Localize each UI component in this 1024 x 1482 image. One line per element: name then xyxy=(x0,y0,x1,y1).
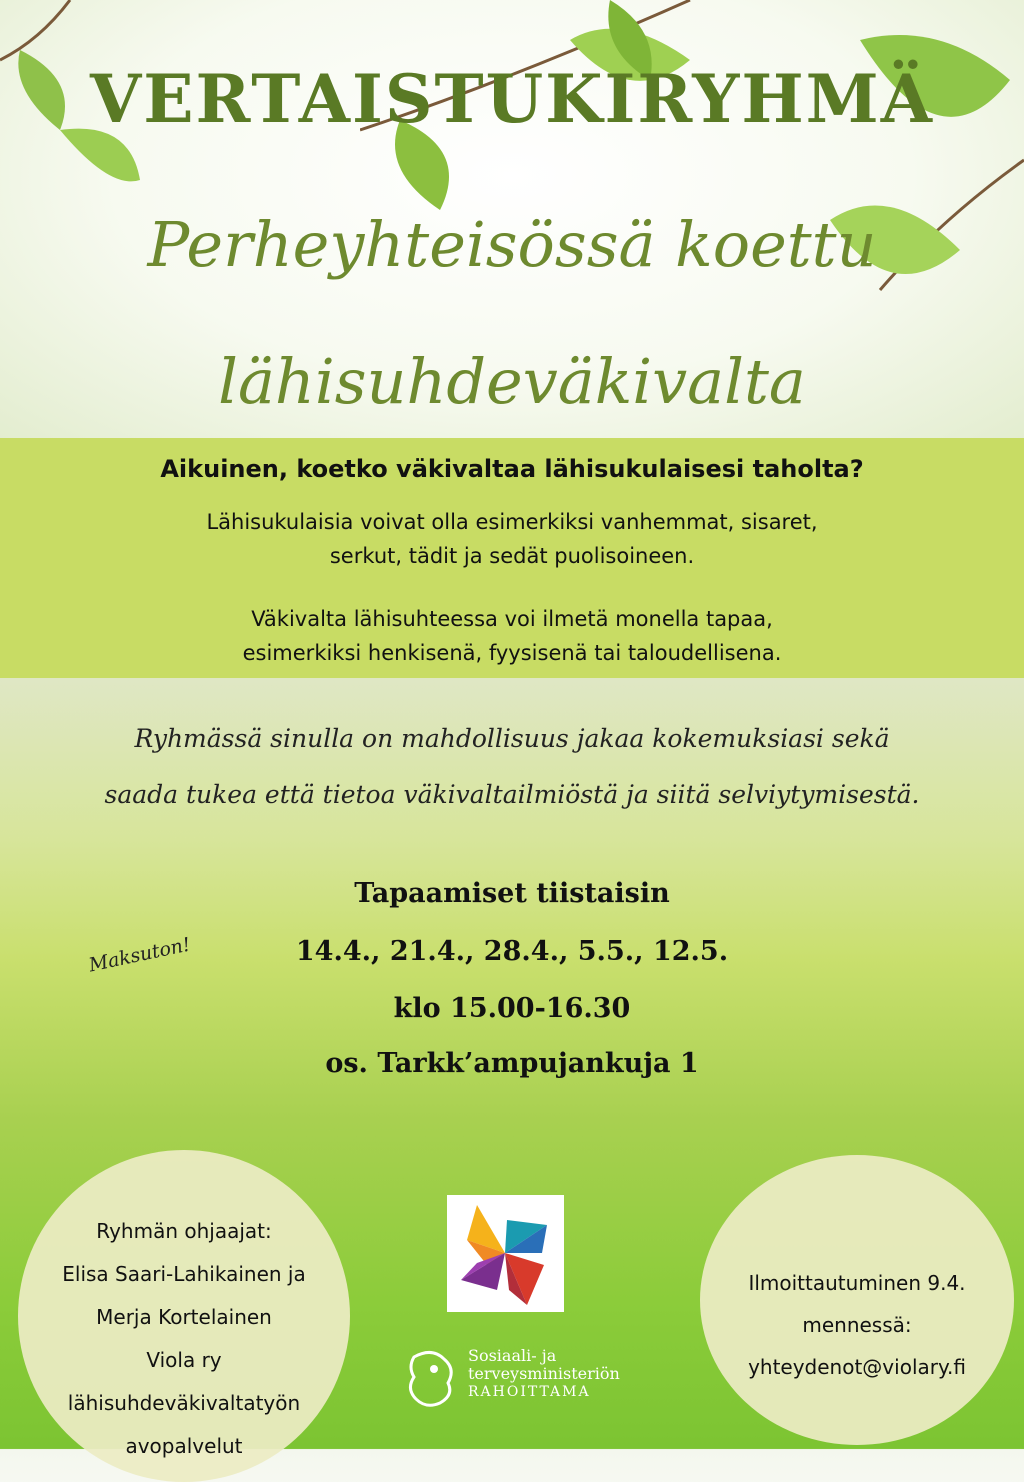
free-of-charge-note: Maksuton! xyxy=(86,933,193,977)
band-paragraph-1-line-2: serkut, tädit ja sedät puolisoineen. xyxy=(329,544,695,568)
leaders-line-5: lähisuhdeväkivaltatyön xyxy=(67,1391,301,1415)
leaders-line-2: Elisa Saari-Lahikainen ja xyxy=(62,1262,306,1286)
meetings-heading: Tapaamiset tiistaisin xyxy=(354,878,670,909)
ministry-line-3: RAHOITTAMA xyxy=(468,1384,591,1400)
band-heading: Aikuinen, koetko väkivaltaa lähisukulaisesi taholta? xyxy=(160,455,864,483)
band-paragraph-2-line-1: Väkivalta lähisuhteessa voi ilmetä monella tapaa, xyxy=(251,607,773,631)
meeting-address: os. Tarkk’ampujankuja 1 xyxy=(325,1048,699,1079)
ministry-line-2: terveysministeriön xyxy=(468,1364,620,1383)
meeting-dates: 14.4., 21.4., 28.4., 5.5., 12.5. xyxy=(295,936,729,967)
subtitle-line-1: Perheyhteisössä koettu xyxy=(147,208,877,281)
band-paragraph-1-line-1: Lähisukulaisia voivat olla esimerkiksi vanhemmat, sisaret, xyxy=(206,510,818,534)
pinwheel-icon xyxy=(447,1195,564,1312)
leaders-info xyxy=(28,1210,340,1468)
subtitle-line-2: lähisuhdeväkivalta xyxy=(218,345,806,418)
leaders-line-4: Viola ry xyxy=(146,1348,222,1372)
registration-email[interactable]: yhteydenot@violary.fi xyxy=(748,1355,966,1379)
invite-line-1: Ryhmässä sinulla on mahdollisuus jakaa kokemuksiasi sekä xyxy=(134,724,890,753)
meeting-time: klo 15.00-16.30 xyxy=(393,993,631,1024)
leaders-line-3: Merja Kortelainen xyxy=(96,1305,272,1329)
leaders-line-1: Ryhmän ohjaajat: xyxy=(96,1219,272,1243)
band-paragraph-2-line-2: esimerkiksi henkisenä, fyysisenä tai taloudellisena. xyxy=(242,641,782,665)
ministry-text xyxy=(468,1347,620,1401)
registration-line-2: mennessä: xyxy=(802,1313,912,1337)
pinwheel-logo xyxy=(447,1195,564,1312)
invite-line-2: saada tukea että tietoa väkivaltailmiöstä ja siitä selviytymisestä. xyxy=(104,780,920,809)
leaders-line-6: avopalvelut xyxy=(125,1434,243,1458)
ministry-line-1: Sosiaali- ja xyxy=(468,1346,557,1365)
registration-info xyxy=(705,1262,1009,1388)
lion-emblem-icon xyxy=(404,1347,460,1409)
registration-line-1: Ilmoittautuminen 9.4. xyxy=(748,1271,966,1295)
ministry-funding-mark xyxy=(404,1347,664,1411)
page-title: VERTAISTUKIRYHMÄ xyxy=(90,60,934,138)
